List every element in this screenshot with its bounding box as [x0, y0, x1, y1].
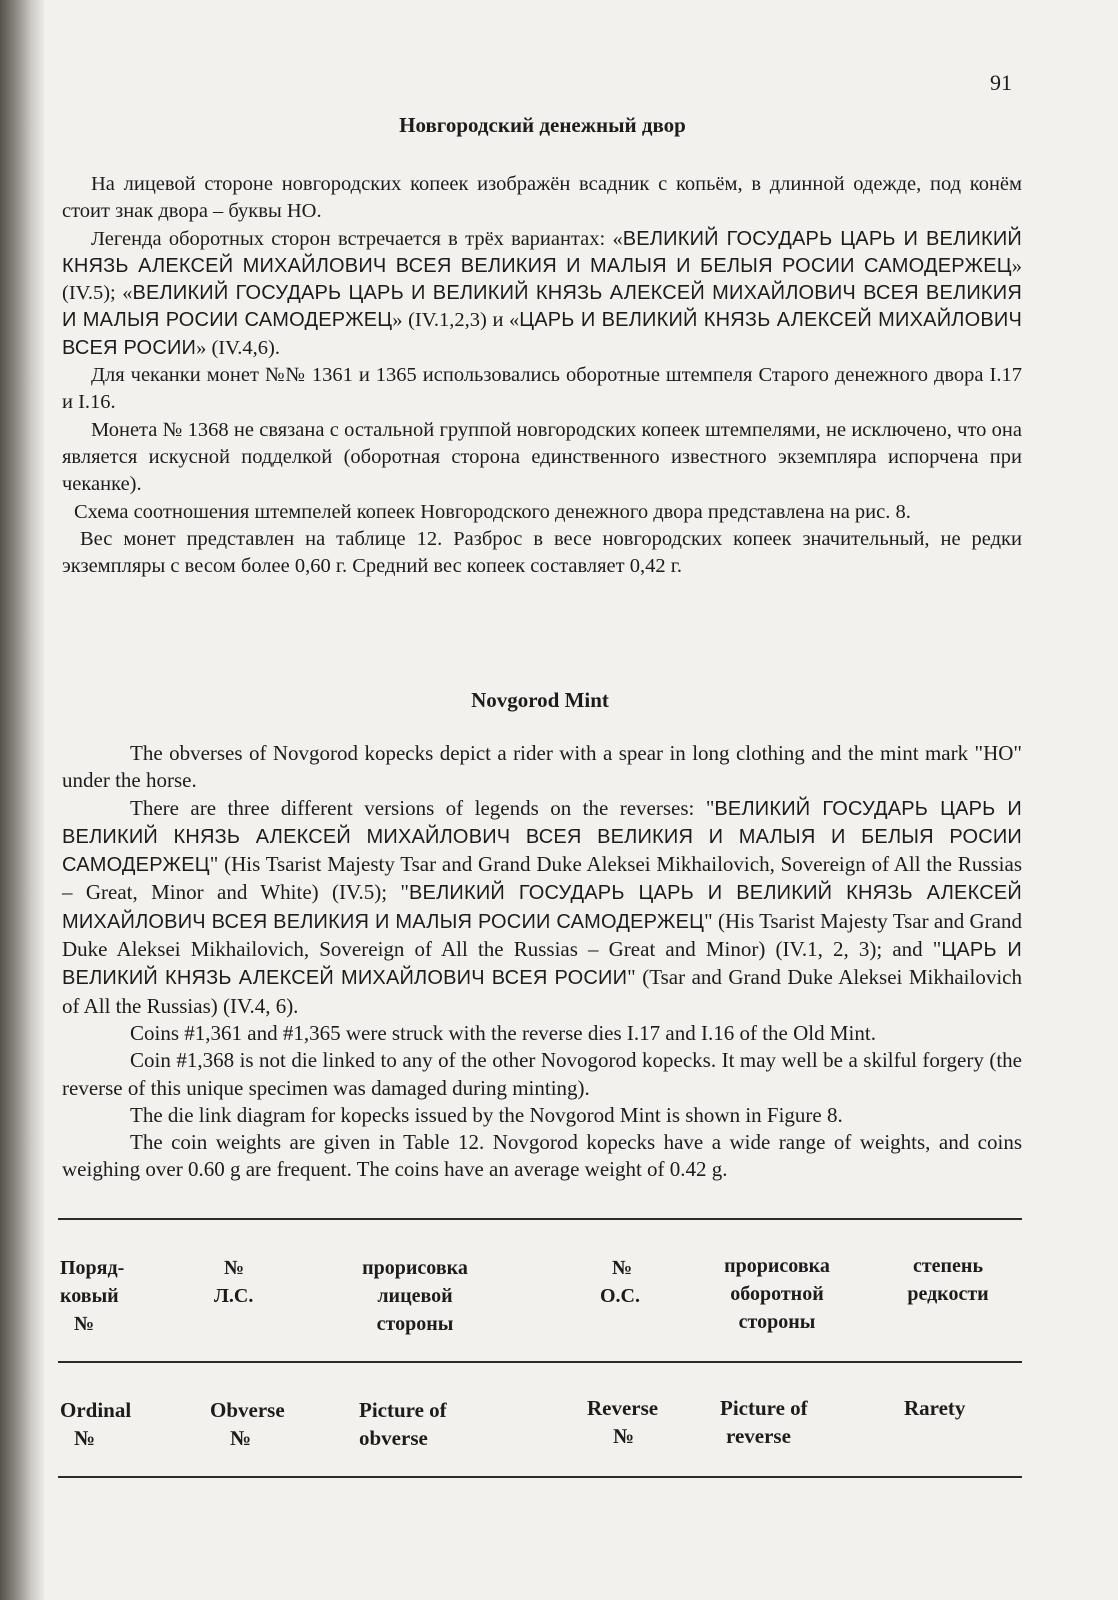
ru-paragraph-5: Схема соотношения штемпелей копеек Новгородского денежного двора представлена на рис. 8. — [74, 500, 911, 523]
th-en-ordinal: Ordinal № — [60, 1398, 132, 1450]
table-middle-rule — [58, 1361, 1022, 1363]
en-p2-part-a: There are three different versions of legends on the reverses: " — [130, 795, 715, 820]
th-en-obverse-no: Obverse № — [210, 1398, 285, 1450]
en-paragraph-6: The coin weights are given in Table 12. Novgorod kopecks have a wide range of weights, and coins weighing over 0.60 g are frequent. The coins have an average weight of 0.42 g. — [62, 1130, 1022, 1182]
th-ru-ordinal: Поряд- ковый № — [60, 1257, 125, 1335]
th-en-reverse-picture: Picture of reverse — [720, 1396, 808, 1448]
ru-paragraph-3: Для чеканки монет №№ 1361 и 1365 использовались оборотные штемпеля Старого денежного двора I.17 и I.16. — [62, 364, 1022, 414]
en-p2-part-g: " (Tsar and Grand Duke Aleksei Mikhailovich of All the Russias) (IV.4, 6). — [62, 965, 1022, 1018]
english-section-body — [62, 740, 1022, 1184]
english-section-heading: Novgorod Mint — [471, 688, 609, 712]
ru-p2-part-c: » (IV.5); « — [62, 254, 1022, 305]
th-ru-obverse-no: № Л.С. — [214, 1257, 254, 1307]
en-p2-part-e: " (His Tsarist Majesty Tsar and Grand Duke Aleksei Mikhailovich, Sovereign of All the Russias – Great and Minor) (IV.1, 2, 3); and " — [62, 908, 1022, 962]
en-paragraph-4: Coin #1,368 is not die linked to any of the other Novogorod kopecks. It may well be a skilful forgery (the reverse of this unique specimen was damaged during minting). — [62, 1048, 1022, 1100]
th-ru-reverse-picture: прорисовка оборотной стороны — [724, 1255, 830, 1333]
ru-legend-1: ВЕЛИКИЙ ГОСУДАРЬ ЦАРЬ И ВЕЛИКИЙ КНЯЗЬ АЛЕКСЕЙ МИХАЙЛОВИЧ ВСЕЯ ВЕЛИКИЯ И МАЛЫЯ И БЕЛЫЯ РОСИИ САМОДЕРЖЕЦ — [62, 227, 1023, 277]
th-ru-obverse-picture: прорисовка лицевой стороны — [362, 1257, 468, 1335]
table-top-rule — [58, 1218, 1022, 1220]
th-ru-rarity: степень редкости — [907, 1255, 989, 1305]
ru-legend-2: ВЕЛИКИЙ ГОСУДАРЬ ЦАРЬ И ВЕЛИКИЙ КНЯЗЬ АЛЕКСЕЙ МИХАЙЛОВИЧ ВСЕЯ ВЕЛИКИЯ И МАЛЫЯ РОСИИ САМОДЕРЖЕЦ — [62, 282, 1022, 332]
en-legend-2: ВЕЛИКИЙ ГОСУДАРЬ ЦАРЬ И ВЕЛИКИЙ КНЯЗЬ АЛЕКСЕЙ МИХАЙЛОВИЧ ВСЕЯ ВЕЛИКИЯ И МАЛЫЯ РОСИИ САМОДЕРЖЕЦ — [62, 882, 1022, 933]
ru-legend-3: ЦАРЬ И ВЕЛИКИЙ КНЯЗЬ АЛЕКСЕЙ МИХАЙЛОВИЧ ВСЕЯ РОСИИ — [62, 309, 1022, 359]
th-en-reverse-no: Reverse № — [587, 1396, 659, 1448]
ru-paragraph-4: Монета № 1368 не связана с остальной группой новгородских копеек штемпелями, не исключено, что она является искусной подделкой (оборотная сторона единственного известного экземпляра испорчена при чеканке). — [62, 418, 1022, 496]
en-legend-3: ЦАРЬ И ВЕЛИКИЙ КНЯЗЬ АЛЕКСЕЙ МИХАЙЛОВИЧ ВСЕЯ РОСИИ — [62, 939, 1022, 990]
th-en-rarity: Rarety — [904, 1396, 966, 1420]
en-p2-part-c: " (His Tsarist Majesty Tsar and Grand Duke Aleksei Mikhailovich, Sovereign of All the Russias – Great, Minor and White) (IV.5); " — [62, 852, 1022, 905]
table-bottom-rule — [58, 1476, 1022, 1478]
en-paragraph-1: The obverses of Novgorod kopecks depict a rider with a spear in long clothing and the mint mark "НО" under the horse. — [62, 741, 1022, 793]
en-paragraph-2 — [62, 795, 1022, 1020]
th-en-obverse-picture: Picture of obverse — [359, 1398, 447, 1450]
book-spine-shadow — [0, 0, 44, 1600]
russian-section-heading: Новгородский денежный двор — [399, 113, 686, 137]
ru-paragraph-1: На лицевой стороне новгородских копеек изображён всадник с копьём, в длинной одежде, под конём стоит знак двора – буквы НО. — [62, 173, 1022, 223]
en-paragraph-3: Coins #1,361 and #1,365 were struck with the reverse dies I.17 and I.16 of the Old Mint. — [130, 1020, 876, 1045]
ru-paragraph-2 — [62, 226, 1022, 362]
russian-section-body — [62, 171, 1022, 580]
en-legend-1: ВЕЛИКИЙ ГОСУДАРЬ ЦАРЬ И ВЕЛИКИЙ КНЯЗЬ АЛЕКСЕЙ МИХАЙЛОВИЧ ВСЕЯ ВЕЛИКИЯ И МАЛЫЯ И БЕЛЫЯ РОСИИ САМОДЕРЖЕЦ — [62, 797, 1022, 877]
ru-paragraph-6: Вес монет представлен на таблице 12. Разброс в весе новгородских копеек значительный, не редки экземпляры с весом более 0,60 г. Средний вес копеек составляет 0,42 г. — [62, 527, 1022, 578]
page-number: 91 — [990, 70, 1012, 95]
ru-p2-part-e: » (IV.1,2,3) и « — [392, 309, 520, 332]
en-paragraph-5: The die link diagram for kopecks issued by the Novgorod Mint is shown in Figure 8. — [130, 1102, 843, 1127]
th-ru-reverse-no: № О.С. — [600, 1257, 640, 1307]
ru-p2-part-a: Легенда оборотных сторон встречается в трёх вариантах: « — [91, 227, 623, 250]
ru-p2-part-g: » (IV.4,6). — [196, 336, 281, 359]
